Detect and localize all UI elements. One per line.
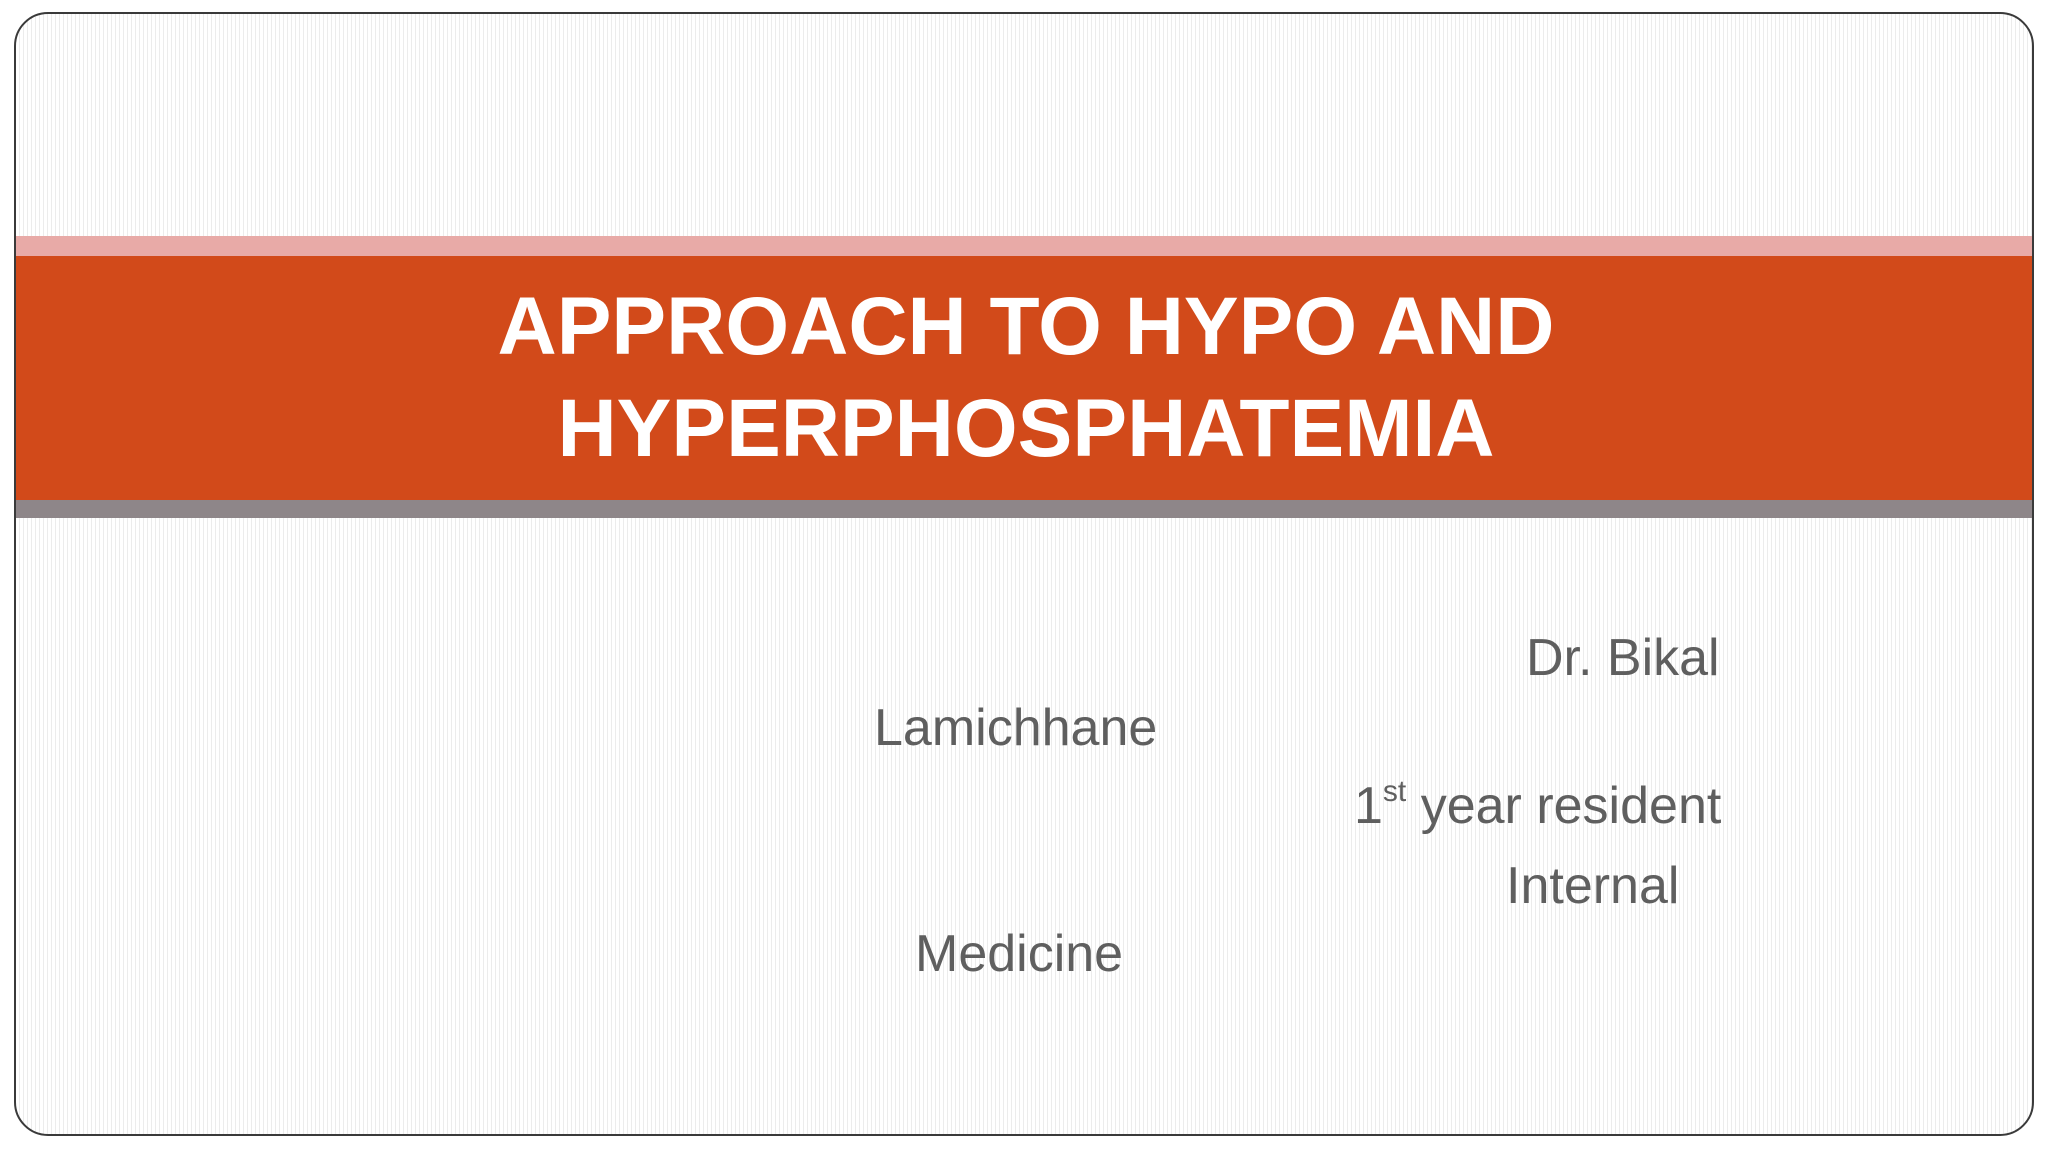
- subtitle-role: year resident: [1406, 777, 1722, 835]
- slide-title: [16, 276, 2034, 480]
- slide-title-line-1: APPROACH TO HYPO AND: [497, 281, 1555, 372]
- title-band-bottom-strip: [16, 500, 2032, 518]
- subtitle-ordinal-number: 1: [1354, 777, 1383, 835]
- slide-title-line-2: HYPERPHOSPHATEMIA: [557, 383, 1495, 474]
- subtitle-line-5: Medicine: [915, 925, 1124, 983]
- subtitle-line-1: Dr. Bikal: [1526, 629, 1720, 687]
- subtitle-line-2: Lamichhane: [874, 699, 1158, 757]
- title-band-top-strip: [16, 236, 2032, 256]
- subtitle-ordinal-suffix: st: [1382, 774, 1407, 808]
- subtitle-line-4: Internal: [1506, 857, 1680, 915]
- subtitle-line-3: [1354, 776, 1721, 836]
- slide: [14, 12, 2034, 1136]
